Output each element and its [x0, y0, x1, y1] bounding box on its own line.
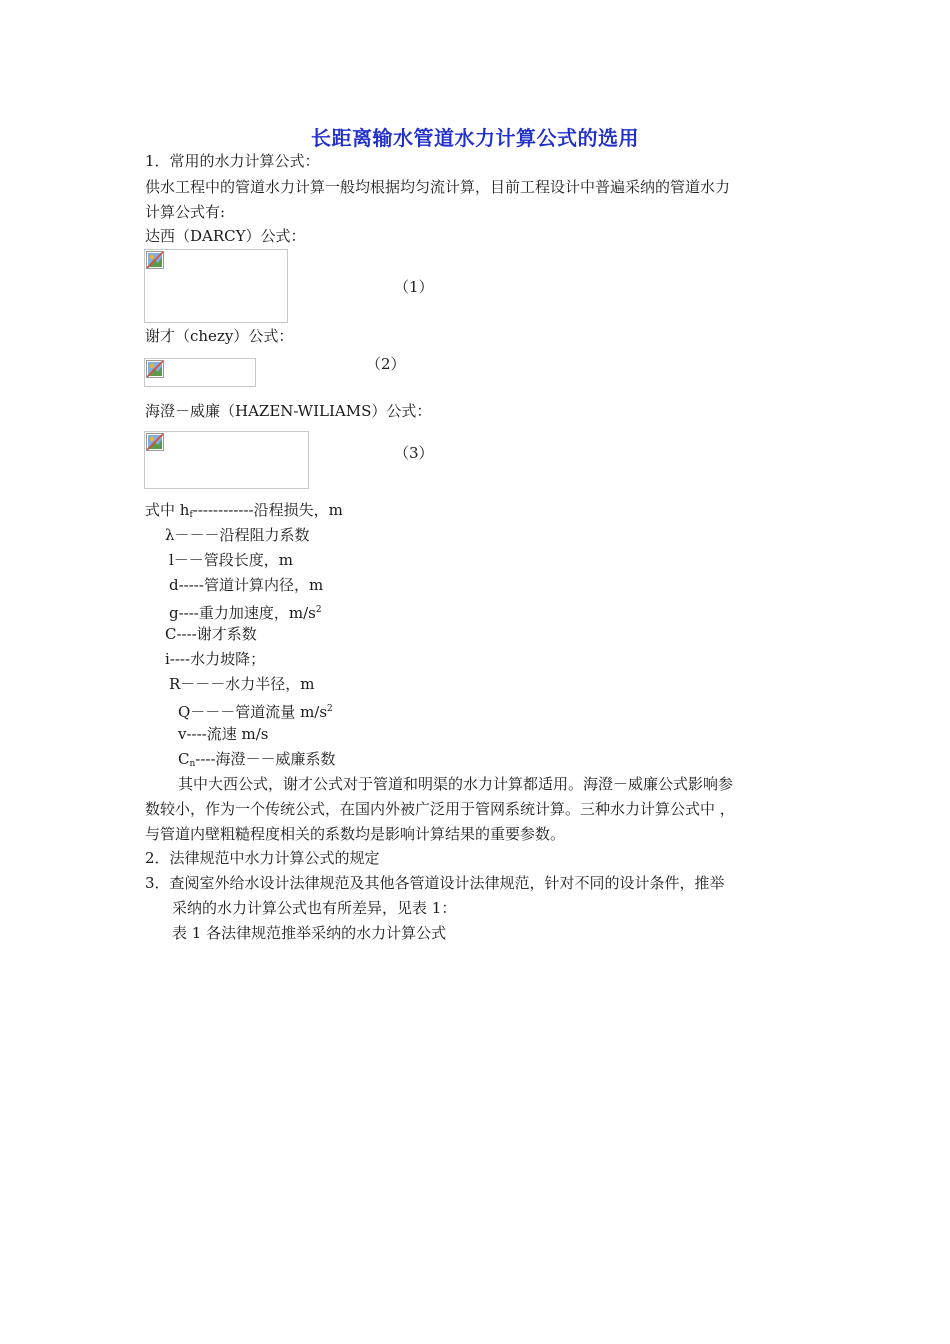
- darcy-formula-label: 达西（DARCY）公式：: [145, 227, 306, 245]
- variable-lambda: λ－－－沿程阻力系数: [165, 526, 310, 544]
- variable-C: C----谢才系数: [165, 625, 257, 643]
- variable-Cn: $C_n----$海澄－－威廉系数: [178, 750, 336, 769]
- variable-l: l－－管段长度，m: [169, 551, 294, 569]
- broken-image-icon: [146, 251, 164, 269]
- document-title: 长距离输水管道水力计算公式的选用: [311, 126, 639, 150]
- variable-v: v----流速 m/s: [178, 725, 269, 743]
- variable-Q: Q－－－管道流量 $m/s^2$: [178, 703, 333, 721]
- section-3-line-1: 3．查阅室外给水设计法律规范及其他各管道设计法律规范，针对不同的设计条件，推举: [145, 874, 725, 892]
- variable-i: i----水力坡降；: [165, 650, 266, 668]
- paragraph-line-3: 与管道内壁粗糙程度相关的系数均是影响计算结果的重要参数。: [145, 825, 566, 843]
- paragraph-line-1: 其中大西公式，谢才公式对于管道和明渠的水力计算都适用。海澄－威廉公式影响参: [178, 775, 734, 793]
- intro-line-1: 供水工程中的管道水力计算一般均根据均匀流计算，目前工程设计中普遍采纳的管道水力: [145, 178, 731, 196]
- variable-d: d-----管道计算内径，m: [169, 576, 324, 594]
- darcy-formula-image: [144, 249, 288, 323]
- paragraph-line-2: 数较小，作为一个传统公式，在国内外被广泛用于管网系统计算。三种水力计算公式中 ，: [145, 800, 735, 818]
- chezy-formula-image: [144, 358, 256, 387]
- equation-1-number: （1）: [394, 278, 434, 296]
- variable-hf: 式中 $h_f------------$沿程损失，m: [145, 501, 343, 520]
- section-3-line-2: 采纳的水力计算公式也有所差异，见表 1：: [172, 899, 457, 917]
- chezy-formula-label: 谢才（chezy）公式：: [145, 327, 294, 345]
- hazen-williams-formula-image: [144, 431, 309, 489]
- broken-image-icon: [146, 433, 164, 451]
- hazen-williams-formula-label: 海澄－威廉（HAZEN-WILIAMS）公式：: [145, 402, 432, 420]
- table-1-caption: 表 1 各法律规范推举采纳的水力计算公式: [172, 924, 447, 942]
- equation-3-number: （3）: [394, 444, 434, 462]
- equation-2-number: （2）: [366, 355, 406, 373]
- section-2-heading: 2．法律规范中水力计算公式的规定: [145, 849, 380, 867]
- section-1-heading: 1．常用的水力计算公式：: [145, 152, 320, 170]
- intro-line-2: 计算公式有:: [145, 203, 226, 221]
- variable-g: g----重力加速度，$m/s^2$: [169, 604, 322, 622]
- broken-image-icon: [146, 360, 164, 378]
- variable-R: R－－－水力半径，m: [169, 675, 315, 693]
